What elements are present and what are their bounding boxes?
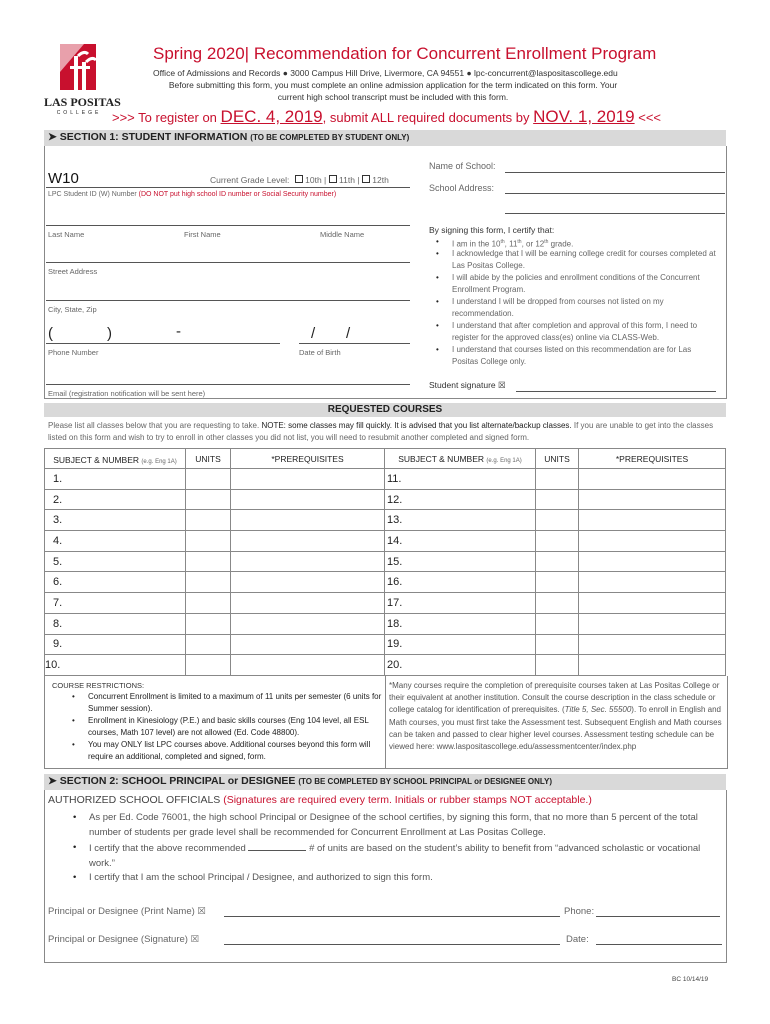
form-code: BC 10/14/19 <box>672 976 709 983</box>
submit-by-date: NOV. 1, 2019 <box>533 107 635 126</box>
units-recommended-field[interactable] <box>248 840 306 851</box>
signature-x-icon: ☒ <box>498 380 506 390</box>
prereq-cell[interactable] <box>231 655 385 676</box>
prereq-cell[interactable] <box>579 593 726 614</box>
course-row-11[interactable]: 11. <box>385 469 536 490</box>
logo-mark-icon <box>44 42 126 92</box>
id-label-text: LPC Student ID (W) Number <box>48 191 137 198</box>
course-row-12[interactable]: 12. <box>385 489 536 510</box>
grade-checkbox-11[interactable] <box>329 175 337 183</box>
units-cell[interactable] <box>186 613 231 634</box>
dob-label: Date of Birth <box>299 348 341 357</box>
course-row-15[interactable]: 15. <box>385 551 536 572</box>
units-cell[interactable] <box>536 551 579 572</box>
officials-note: (Signatures are required every term. Initials or rubber stamps NOT acceptable.) <box>223 794 592 806</box>
units-cell[interactable] <box>536 489 579 510</box>
school-name-field[interactable] <box>505 172 725 173</box>
school-address-label: School Address: <box>429 183 495 193</box>
col-units-left: UNITS <box>186 449 231 469</box>
course-row-10[interactable]: 10. <box>45 655 186 676</box>
table-row <box>45 613 726 634</box>
courses-table <box>44 448 726 676</box>
prereq-cell[interactable] <box>231 469 385 490</box>
register-suffix: <<< <box>638 110 662 125</box>
col-units-right: UNITS <box>536 449 579 469</box>
units-cell[interactable] <box>186 489 231 510</box>
id-label-note: (DO NOT put high school ID number or Social Security number) <box>138 191 337 198</box>
grade-separator: | <box>357 175 360 185</box>
grade-option-10: 10th <box>305 175 322 185</box>
units-cell[interactable] <box>186 634 231 655</box>
officials-bullet-3: • I certify that I am the school Principal / Designee, and authorized to sign this form. <box>89 870 719 885</box>
student-signature-field[interactable] <box>516 391 716 392</box>
signature-x-icon: ☒ <box>190 934 200 945</box>
certify-item-6: • I understand that courses listed on this recommendation are for Las Positas College only. <box>452 344 718 368</box>
principal-print-field[interactable] <box>224 916 560 917</box>
logo-subtext: COLLEGE <box>56 110 102 116</box>
units-cell[interactable] <box>186 593 231 614</box>
section2-title <box>48 775 552 787</box>
signature-x-icon: ☒ <box>197 906 206 917</box>
authorized-officials <box>48 794 592 806</box>
certify-intro: By signing this form, I certify that: <box>429 225 555 235</box>
table-row <box>45 551 726 572</box>
section2-title-note: (TO BE COMPLETED BY SCHOOL PRINCIPAL or DESIGNEE ONLY) <box>298 777 553 786</box>
city-field[interactable] <box>46 300 410 301</box>
notice-line-2: current high school transcript must be included with this form. <box>277 92 509 102</box>
school-address-field-2[interactable] <box>505 213 725 214</box>
units-cell[interactable] <box>536 572 579 593</box>
prereq-cell[interactable] <box>579 551 726 572</box>
course-row-17[interactable]: 17. <box>385 593 536 614</box>
phone-open-paren: ( <box>48 325 53 342</box>
dob-field[interactable] <box>299 343 410 344</box>
register-mid: , submit ALL required documents by <box>322 110 530 125</box>
course-row-1[interactable]: 1. <box>45 469 186 490</box>
prereq-cell[interactable] <box>231 489 385 510</box>
principal-signature-field[interactable] <box>224 944 560 945</box>
course-row-5[interactable]: 5. <box>45 551 186 572</box>
course-row-7[interactable]: 7. <box>45 593 186 614</box>
col-prereq-right: *PREREQUISITES <box>579 449 726 469</box>
course-row-16[interactable]: 16. <box>385 572 536 593</box>
phone-dash: - <box>176 323 181 340</box>
prereq-cell[interactable] <box>231 551 385 572</box>
units-cell[interactable] <box>536 655 579 676</box>
prereq-cell[interactable] <box>579 655 726 676</box>
logo-text: LAS POSITAS <box>44 95 121 109</box>
date-slash-2: / <box>346 325 351 342</box>
college-logo <box>44 42 126 116</box>
date-slash-1: / <box>311 325 316 342</box>
prereq-cell[interactable] <box>579 613 726 634</box>
courses-table-header <box>45 449 726 469</box>
street-field[interactable] <box>46 262 410 263</box>
col-prereq-left: *PREREQUISITES <box>231 449 385 469</box>
course-row-20[interactable]: 20. <box>385 655 536 676</box>
units-cell[interactable] <box>536 510 579 531</box>
prereq-cell[interactable] <box>231 613 385 634</box>
last-name-label: Last Name <box>48 230 85 239</box>
principal-date-label: Date: <box>566 934 589 945</box>
units-cell[interactable] <box>536 613 579 634</box>
units-cell[interactable] <box>186 510 231 531</box>
phone-field[interactable] <box>46 343 280 344</box>
prereq-cell[interactable] <box>579 489 726 510</box>
table-row <box>45 510 726 531</box>
first-name-label: First Name <box>184 230 221 239</box>
table-row <box>45 469 726 490</box>
grade-level-label: Current Grade Level: <box>210 175 290 185</box>
certify-item-2: • I acknowledge that I will be earning college credit for courses completed at Las Positas College. <box>452 248 718 272</box>
register-deadline <box>112 107 661 127</box>
email-label: Email (registration notification will be sent here) <box>48 389 206 398</box>
street-label: Street Address <box>48 267 98 276</box>
table-row <box>45 489 726 510</box>
section2-title-text: SECTION 2: SCHOOL PRINCIPAL or DESIGNEE <box>59 775 296 787</box>
form-title: Spring 2020| Recommendation for Concurrent Enrollment Program <box>153 44 657 63</box>
grade-separator: | <box>324 175 327 185</box>
units-cell[interactable] <box>536 634 579 655</box>
prereq-cell[interactable] <box>579 510 726 531</box>
units-cell[interactable] <box>186 531 231 552</box>
restriction-item-2: • Enrollment in Kinesiology (P.E.) and basic skills courses (Eng 104 level, all ESL courses, Math 107 level) are not allowed (Ed. Code 48800). <box>88 715 384 739</box>
certify-item-1: • I am in the 10th, 11th, or 12th grade. <box>452 236 718 251</box>
city-label: City, State, Zip <box>48 305 97 314</box>
arrow-icon: ➤ <box>48 775 57 787</box>
units-cell[interactable] <box>186 551 231 572</box>
officials-label: AUTHORIZED SCHOOL OFFICIALS <box>48 794 221 806</box>
grade-option-11: 11th <box>339 175 355 185</box>
table-row <box>45 634 726 655</box>
table-row <box>45 593 726 614</box>
prereq-cell[interactable] <box>231 572 385 593</box>
middle-name-label: Middle Name <box>320 230 365 239</box>
grade-option-12: 12th <box>372 175 389 185</box>
course-row-4[interactable]: 4. <box>45 531 186 552</box>
prerequisite-note: *Many courses require the completion of prerequisite courses taken at Las Positas College or their equivalent at another institution. Consult the course description in the class schedule or college catalog for identification of prerequisites. (Title 5, Sec. 55500). To enroll in English and Math courses, you must first take the Assessment test. Subsequent English and Math courses can be taken and passed to clear higher level courses. Assessment testing schedule can be viewed here: www.laspositascollege.edu/assessmentcenter/index.php <box>389 681 722 752</box>
principal-phone-field[interactable] <box>596 916 720 917</box>
student-id-label <box>48 191 336 198</box>
prereq-cell[interactable] <box>231 510 385 531</box>
restrictions-divider <box>385 676 386 768</box>
principal-print-label: Principal or Designee (Print Name) ☒ <box>48 906 206 917</box>
col-subject-right: SUBJECT & NUMBER (e.g. Eng 1A) <box>385 449 536 469</box>
courses-instructions: Please list all classes below that you are requesting to take. NOTE: some classes may fill quickly. It is advised that you list alternate/backup classes. If you are unable to get into the classes listed on this form and wish to try to enroll in other classes you did not list, you will need to resubmit another completed and signed form. <box>48 421 714 442</box>
prereq-cell[interactable] <box>579 572 726 593</box>
course-row-19[interactable]: 19. <box>385 634 536 655</box>
course-row-3[interactable]: 3. <box>45 510 186 531</box>
prereq-cell[interactable] <box>579 469 726 490</box>
phone-label: Phone Number <box>48 348 99 357</box>
school-address-field[interactable] <box>505 193 725 194</box>
units-cell[interactable] <box>186 572 231 593</box>
units-cell[interactable] <box>536 531 579 552</box>
prereq-cell[interactable] <box>579 634 726 655</box>
prereq-cell[interactable] <box>231 593 385 614</box>
certify-item-5: • I understand that after completion and approval of this form, I need to register for the approved class(es) online via CLASS-Web. <box>452 320 718 344</box>
school-name-label: Name of School: <box>429 161 496 171</box>
section1-title-note: (TO BE COMPLETED BY STUDENT ONLY) <box>250 133 410 142</box>
course-row-14[interactable]: 14. <box>385 531 536 552</box>
name-field[interactable] <box>46 225 410 226</box>
course-row-18[interactable]: 18. <box>385 613 536 634</box>
notice-line-1: Before submitting this form, you must complete an online admission application for the term indicated on this form. Your <box>168 80 618 90</box>
register-prefix: >>> To register on <box>112 110 217 125</box>
principal-phone-label: Phone: <box>564 906 595 917</box>
prereq-cell[interactable] <box>231 531 385 552</box>
prereq-cell[interactable] <box>231 634 385 655</box>
grade-checkbox-12[interactable] <box>362 175 370 183</box>
units-cell[interactable] <box>536 469 579 490</box>
principal-signature-label: Principal or Designee (Signature) ☒ <box>48 934 200 945</box>
restriction-item-1: • Concurrent Enrollment is limited to a maximum of 11 units per semester (6 units for Summer session). <box>88 691 384 715</box>
student-id-line <box>46 187 410 188</box>
table-row <box>45 531 726 552</box>
col-subject-left: SUBJECT & NUMBER (e.g. Eng 1A) <box>45 449 186 469</box>
course-row-8[interactable]: 8. <box>45 613 186 634</box>
principal-date-field[interactable] <box>596 944 722 945</box>
grade-checkbox-10[interactable] <box>295 175 303 183</box>
course-row-9[interactable]: 9. <box>45 634 186 655</box>
certify-item-4: • I understand I will be dropped from courses not listed on my recommendation. <box>452 296 718 320</box>
arrow-icon: ➤ <box>48 131 57 143</box>
courses-title: REQUESTED COURSES <box>327 404 443 415</box>
course-row-6[interactable]: 6. <box>45 572 186 593</box>
table-row <box>45 572 726 593</box>
certify-item-3: • I will abide by the policies and enrollment conditions of the Concurrent Enrollment Program. <box>452 272 718 296</box>
grade-level <box>210 175 389 185</box>
restrictions-title: COURSE RESTRICTIONS: <box>52 681 145 690</box>
section1-title <box>48 131 409 143</box>
restriction-item-3: • You may ONLY list LPC courses above. Additional courses beyond this form will require an additional, completed and signed, form. <box>88 739 384 763</box>
units-cell[interactable] <box>186 655 231 676</box>
course-row-13[interactable]: 13. <box>385 510 536 531</box>
officials-bullet-2: • I certify that the above recommended # of units are based on the student’s ability to benefit from “advanced scholastic or vocational work.” <box>89 840 719 871</box>
officials-bullet-1: • As per Ed. Code 76001, the high school Principal or Designee of the school certifies, by signing this form, that no more than 5 percent of the total number of students per grade level shall be recommended for Concurrent Enrollment at Las Positas College. <box>89 810 719 840</box>
student-signature-label: Student signature ☒ <box>429 380 506 390</box>
table-row <box>45 655 726 676</box>
email-field[interactable] <box>46 384 410 385</box>
section1-title-text: SECTION 1: STUDENT INFORMATION <box>59 131 248 143</box>
office-address: Office of Admissions and Records ● 3000 Campus Hill Drive, Livermore, CA 94551 ● lpc-concurrent@laspositascollege.edu <box>153 68 618 78</box>
units-cell[interactable] <box>186 469 231 490</box>
units-cell[interactable] <box>536 593 579 614</box>
register-date: DEC. 4, 2019 <box>220 107 323 126</box>
student-id-value[interactable]: W10 <box>48 170 79 187</box>
course-row-2[interactable]: 2. <box>45 489 186 510</box>
prereq-cell[interactable] <box>579 531 726 552</box>
phone-close-paren: ) <box>107 325 112 342</box>
